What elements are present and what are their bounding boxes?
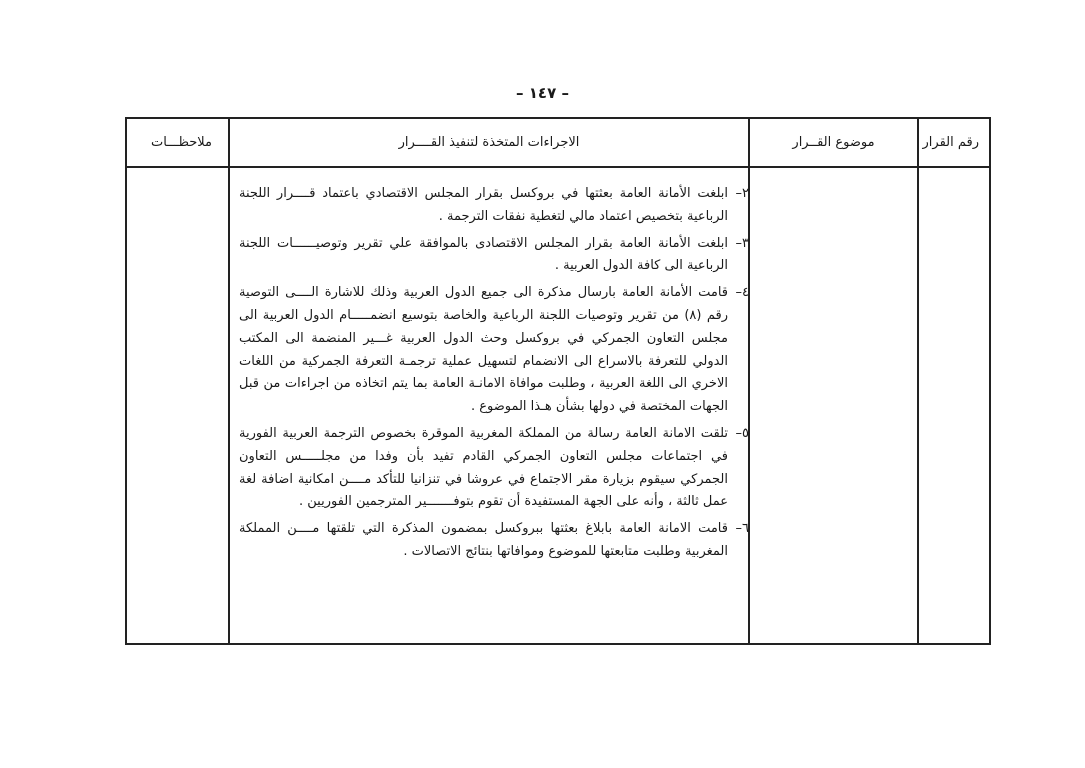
item-number: ٤– <box>735 285 749 301</box>
measures-list <box>239 183 749 568</box>
list-item <box>239 518 749 564</box>
item-text: ابلغت الأمانة العامة بعثتها في بروكسل بقرار المجلس الاقتصادي باعتماد قــــرار اللجنة الرباعية بتخصيص اعتماد مالي لتغطية نفقات الترجمة . <box>239 186 728 224</box>
column-divider-notes <box>228 119 230 643</box>
list-item <box>239 282 749 419</box>
item-number: ٦– <box>735 521 749 537</box>
item-text: قامت الامانة العامة بابلاغ بعثتها ببروكسل بمضمون المذكرة التي تلقتها مــــن المملكة المغربية وطلبت متابعتها للموضوع وموافاتها بنتائج الاتصالات . <box>239 521 728 559</box>
header-decision-subject: موضوع القــرار <box>792 135 875 150</box>
item-text: تلقت الامانة العامة رسالة من المملكة المغربية الموقرة بخصوص الترجمة العربية الفورية في اجتماعات مجلس التعاون الجمركي القادم تفيد بأن وفدا من مجلـــــس التعاون الجمركي سيقوم بزيارة مقر الاجتماع في عروشا في تنزانيا للتأكد مــــن امكانية اضافة لغة عمل ثالثة ، وأنه على الجهة المستفيدة أن تقوم بتوفـــــــير المترجمين الفوريين . <box>239 425 728 510</box>
column-divider-subject <box>917 119 919 643</box>
item-number: ٥– <box>735 425 749 441</box>
header-decision-number: رقم القرار <box>922 135 979 150</box>
list-item <box>239 423 749 514</box>
item-text: قامت الأمانة العامة بارسال مذكرة الى جميع الدول العربية وذلك للاشارة الــــى التوصية رقم (٨) من تقرير وتوصيات اللجنة الرباعية والخاصة بتوسيع انضمـــــام الدول العربية الى مجلس التعاون الجمركي في بروكسل وحث الدول العربية غـــير المنضمة الى المكتب الدولي للتعرفة بالاسراع الى الانضمام لتسهيل عملية ترجمـة التعرفة الجمركية من اللغات الاخري الى اللغة العربية ، وطلبت موافاة الامانـة العامة بما يتم اتخاذه من اجراءات من قبل الجهات المختصة في دولها بشأن هـذا الموضوع . <box>239 285 728 415</box>
header-measures-taken: الاجراءات المتخذة لتنفيذ القــــرار <box>398 135 580 150</box>
decisions-table <box>125 117 991 645</box>
header-notes: ملاحظـــات <box>150 135 212 150</box>
list-item <box>239 183 749 229</box>
item-text: ابلغت الأمانة العامة بقرار المجلس الاقتصادى بالموافقة علي تقرير وتوصيــــــات اللجنة الرباعية الى كافة الدول العربية . <box>239 235 728 274</box>
item-number: ٢– <box>735 186 749 201</box>
list-item <box>239 233 749 279</box>
header-divider <box>127 166 989 168</box>
item-number: ٣– <box>735 235 749 251</box>
page-number: – ١٤٧ – <box>516 84 569 102</box>
